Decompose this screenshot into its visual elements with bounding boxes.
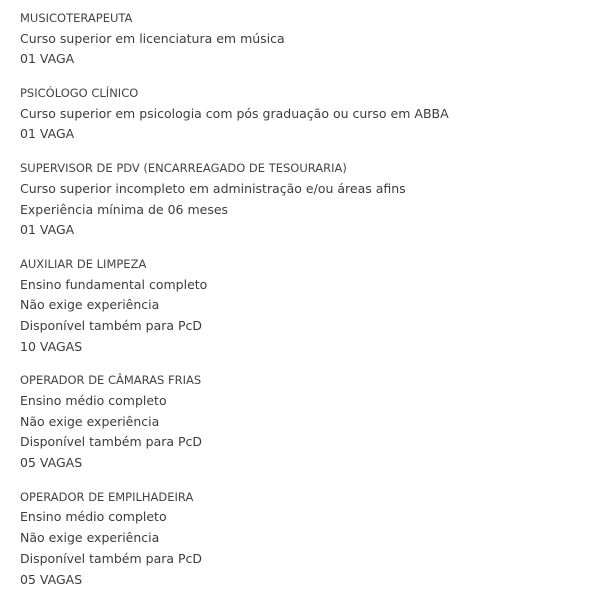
- job-pcd-availability: Disponível também para PcD: [20, 317, 203, 333]
- job-operador-camaras-frias: [20, 370, 600, 473]
- job-experience: Não exige experiência: [20, 530, 160, 546]
- job-vacancies: 01 VAGA: [20, 126, 75, 142]
- job-operador-empilhadeira: [20, 487, 600, 590]
- job-vacancies: 05 VAGAS: [20, 571, 83, 587]
- job-requirement: Curso superior em psicologia com pós graduação ou curso em ABBA: [20, 105, 449, 121]
- job-vacancies: 01 VAGA: [20, 51, 75, 67]
- job-title: SUPERVISOR DE PDV (ENCARREAGADO DE TESOURARIA): [20, 161, 347, 176]
- job-requirement: Ensino fundamental completo: [20, 276, 208, 292]
- job-psicologo-clinico: [20, 83, 600, 145]
- job-requirement: Ensino médio completo: [20, 393, 167, 408]
- job-requirement: Curso superior incompleto em administração e/ou áreas afins: [20, 180, 406, 196]
- job-requirement: Curso superior em licenciatura em música: [20, 30, 285, 46]
- job-experience: Não exige experiência: [20, 413, 160, 429]
- job-pcd-availability: Disponível também para PcD: [20, 434, 203, 450]
- job-title: MUSICOTERAPEUTA: [20, 11, 133, 25]
- job-title: PSICÓLOGO CLÍNICO: [20, 86, 139, 101]
- job-supervisor-pdv: [20, 158, 600, 241]
- job-pcd-availability: Disponível também para PcD: [20, 550, 203, 566]
- job-title: OPERADOR DE EMPILHADEIRA: [20, 489, 194, 504]
- job-vacancies: 05 VAGAS: [20, 455, 83, 471]
- job-title: OPERADOR DE CÂMARAS FRIAS: [20, 373, 202, 388]
- job-vacancies: 01 VAGA: [20, 222, 75, 238]
- job-experience: Experiência mínima de 06 meses: [20, 201, 229, 217]
- job-title: AUXILIAR DE LIMPEZA: [20, 256, 147, 271]
- job-auxiliar-limpeza: [20, 254, 600, 357]
- job-experience: Não exige experiência: [20, 297, 160, 313]
- job-musicoterapeuta: [20, 8, 600, 70]
- job-requirement: Ensino médio completo: [20, 509, 167, 525]
- job-vacancies: 10 VAGAS: [20, 338, 83, 354]
